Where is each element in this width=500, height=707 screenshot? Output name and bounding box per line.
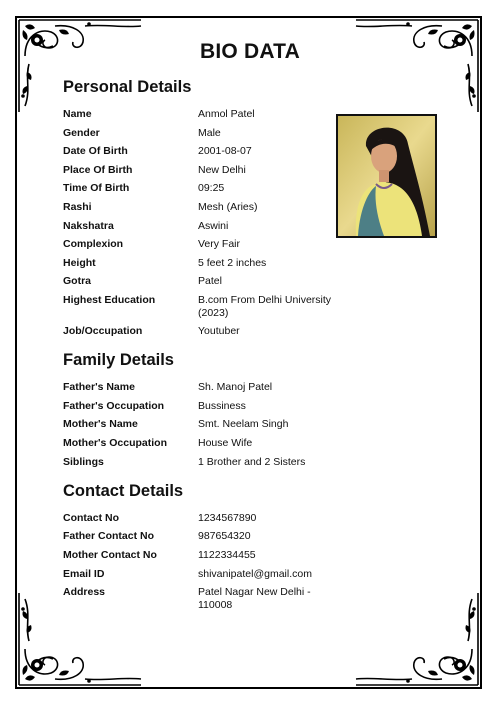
field-value: Sh. Manoj Patel — [198, 381, 273, 393]
field-label: Address — [63, 586, 106, 598]
portrait-illustration — [338, 116, 435, 236]
field-value: Smt. Neelam Singh — [198, 418, 289, 430]
field-value: 5 feet 2 inches — [198, 257, 267, 269]
field-label: Nakshatra — [63, 220, 114, 232]
field-label: Gotra — [63, 275, 92, 287]
corner-ornament-bottom-left — [15, 589, 145, 689]
family-details-heading: Family Details — [63, 351, 174, 369]
field-label: Contact No — [63, 512, 119, 524]
contact-details-heading: Contact Details — [63, 482, 184, 500]
corner-ornament-top-right — [352, 16, 482, 116]
field-label: Mother's Name — [63, 418, 138, 430]
field-label: Job/Occupation — [63, 325, 143, 337]
field-value: Anmol Patel — [198, 108, 255, 120]
field-label: Rashi — [63, 201, 92, 213]
field-label: Time Of Birth — [63, 182, 130, 194]
field-value: Youtuber — [198, 325, 240, 337]
field-label: Father Contact No — [63, 530, 155, 542]
field-label: Place Of Birth — [63, 164, 133, 176]
field-value: House Wife — [198, 437, 253, 449]
field-value: New Delhi — [198, 164, 246, 176]
field-label: Mother's Occupation — [63, 437, 168, 449]
field-value: 987654320 — [198, 530, 251, 542]
page-title: BIO DATA — [200, 40, 300, 63]
corner-ornament-top-left — [15, 16, 145, 116]
field-value: 1122334455 — [198, 549, 256, 561]
field-label: Highest Education — [63, 294, 156, 306]
field-label: Email ID — [63, 568, 105, 580]
field-label: Father's Name — [63, 381, 135, 393]
field-value: 1 Brother and 2 Sisters — [198, 456, 306, 468]
field-value: shivanipatel@gmail.com — [198, 568, 312, 580]
personal-details-heading: Personal Details — [63, 78, 192, 96]
field-value: B.com From Delhi University (2023) — [198, 294, 332, 319]
field-label: Name — [63, 108, 92, 120]
field-label: Mother Contact No — [63, 549, 157, 561]
field-value: Male — [198, 127, 221, 139]
field-label: Date Of Birth — [63, 145, 128, 157]
field-label: Complexion — [63, 238, 124, 250]
field-value: Bussiness — [198, 400, 246, 412]
field-label: Height — [63, 257, 96, 269]
profile-photo — [336, 114, 437, 238]
field-value: Patel Nagar New Delhi - 110008 — [198, 586, 311, 611]
field-label: Father's Occupation — [63, 400, 165, 412]
field-value: Very Fair — [198, 238, 241, 250]
field-value: 09:25 — [198, 182, 225, 194]
field-value: Mesh (Aries) — [198, 201, 258, 213]
field-value: 1234567890 — [198, 512, 257, 524]
field-value: Aswini — [198, 220, 229, 232]
field-label: Gender — [63, 127, 100, 139]
field-value: Patel — [198, 275, 222, 287]
field-value: 2001-08-07 — [198, 145, 252, 157]
field-label: Siblings — [63, 456, 104, 468]
corner-ornament-bottom-right — [352, 589, 482, 689]
